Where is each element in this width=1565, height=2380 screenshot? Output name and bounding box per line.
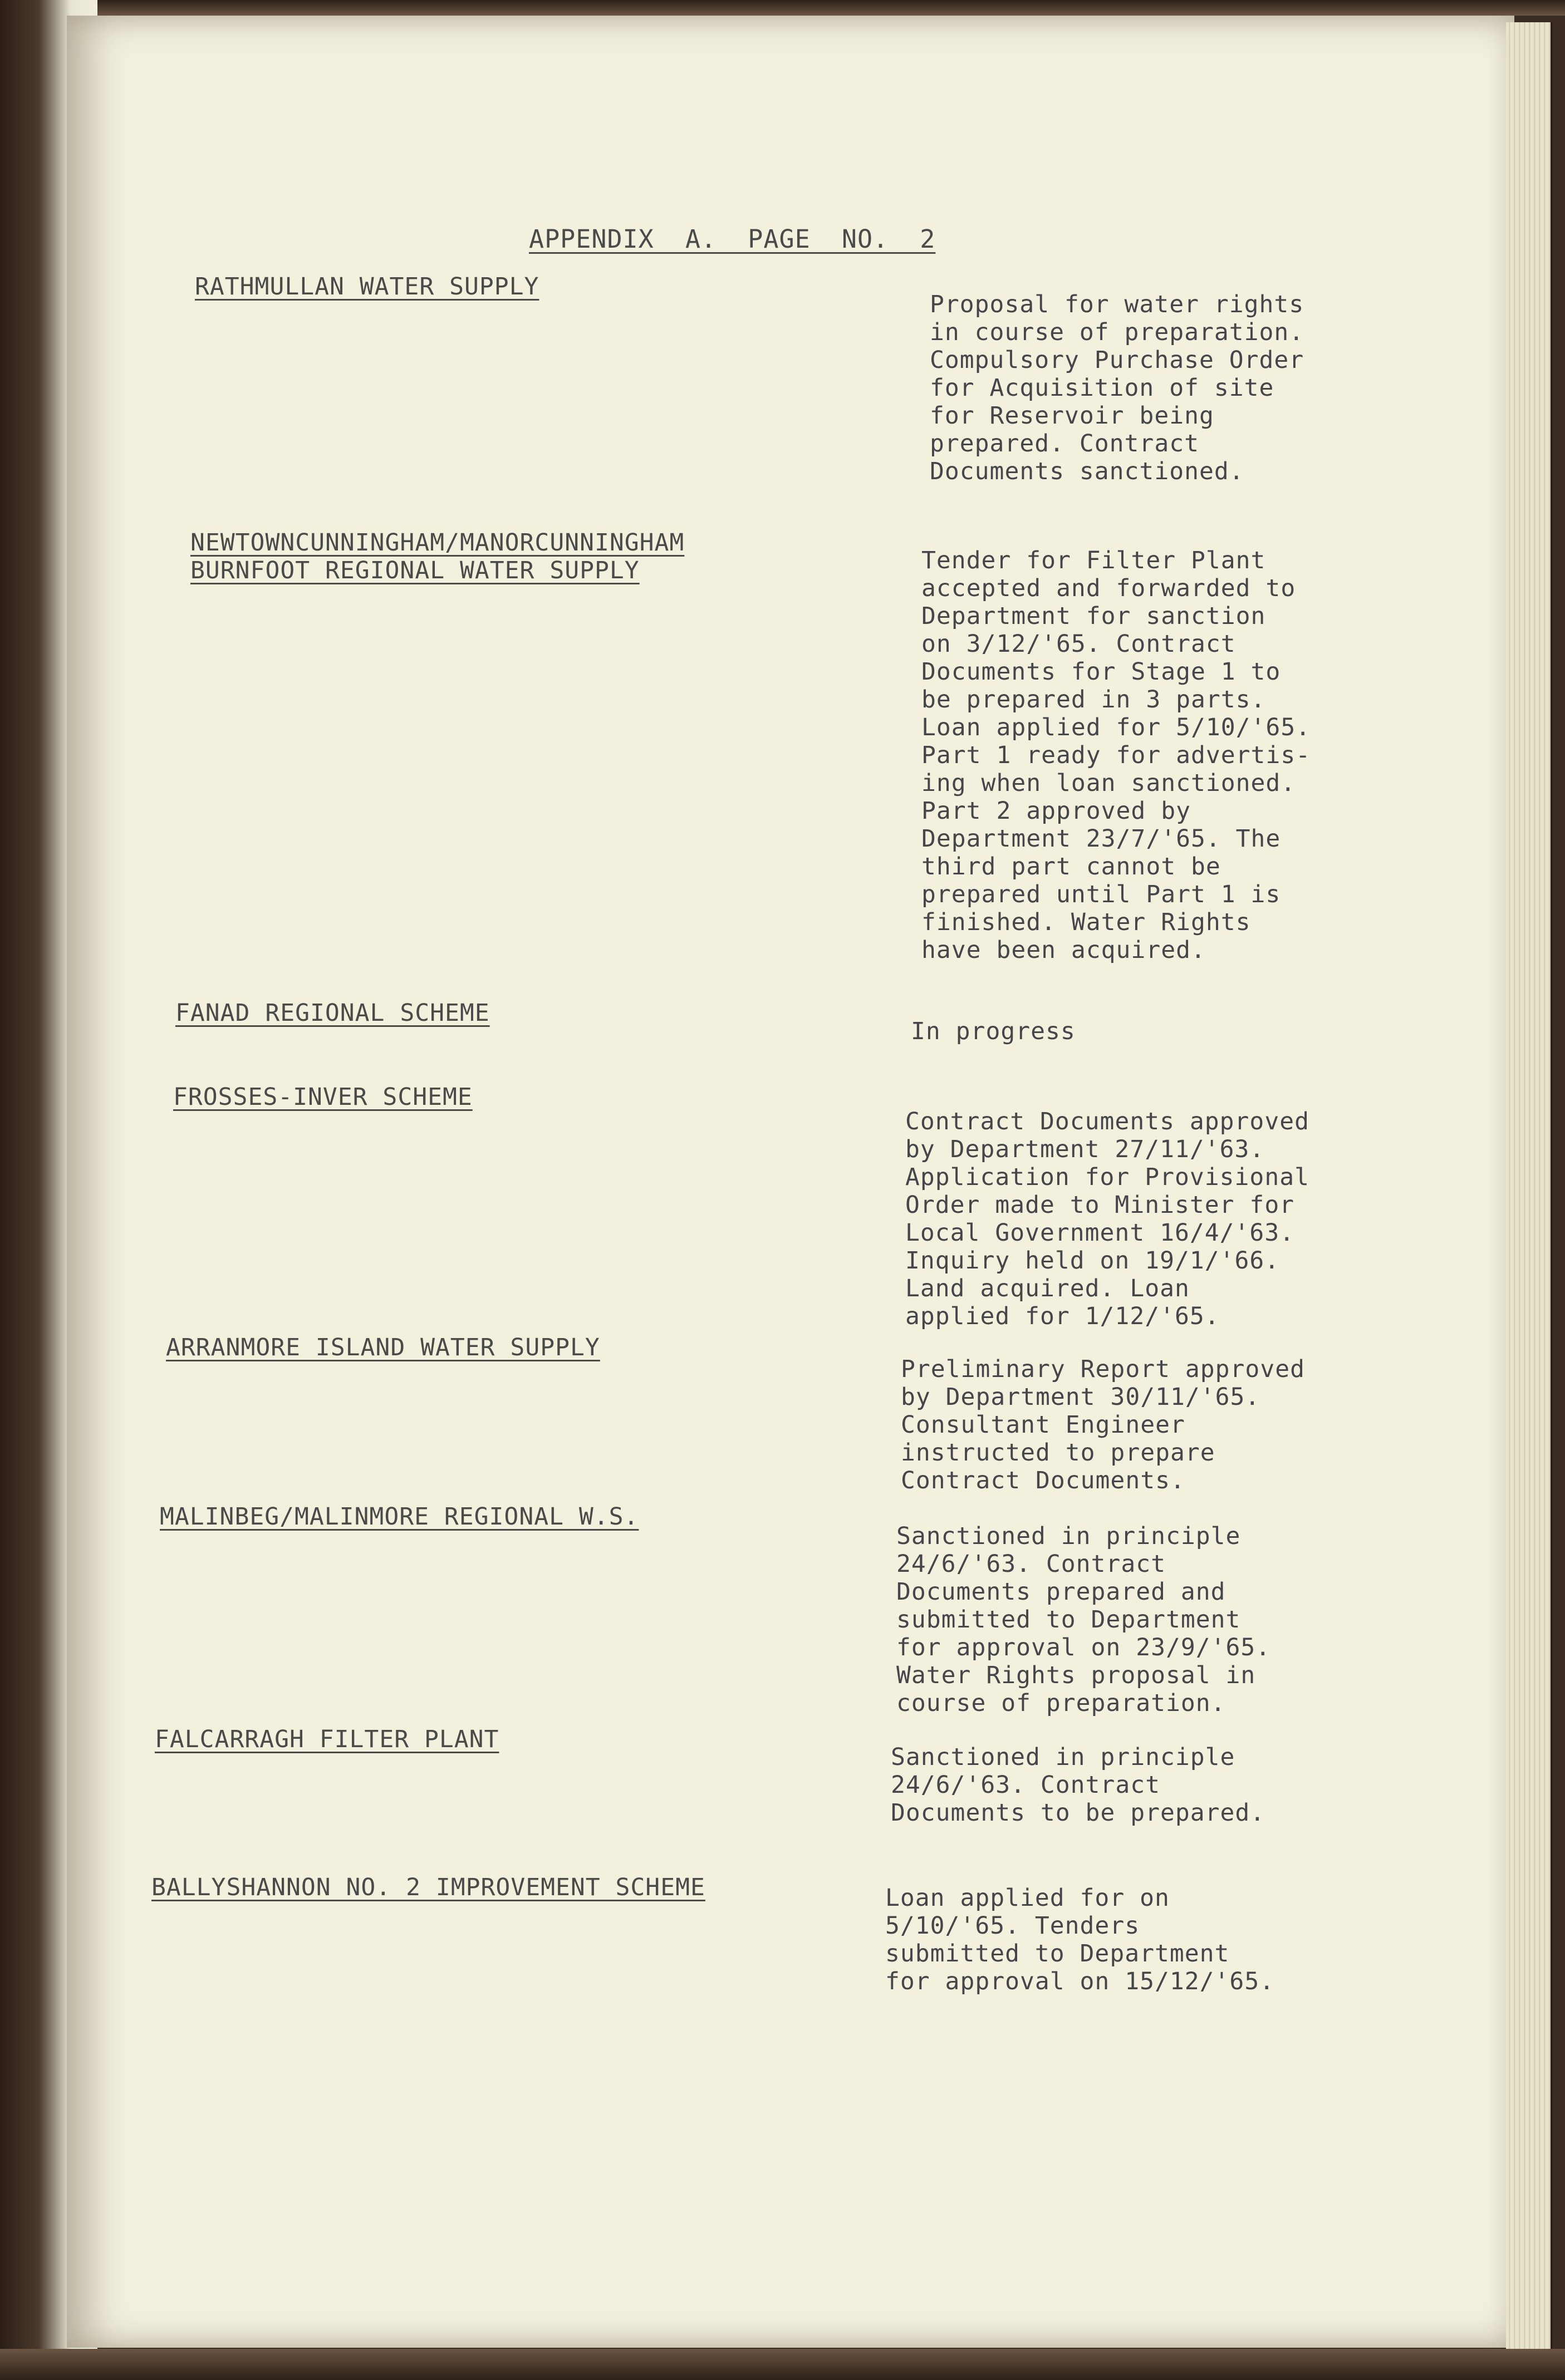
- entry-heading: FROSSES-INVER SCHEME: [173, 1083, 473, 1111]
- entry-heading: BALLYSHANNON NO. 2 IMPROVEMENT SCHEME: [151, 1873, 705, 1901]
- entry-description: In progress: [911, 1017, 1076, 1045]
- entry-heading: FALCARRAGH FILTER PLANT: [155, 1725, 499, 1753]
- entry-heading: FANAD REGIONAL SCHEME: [175, 999, 490, 1027]
- page-edges: [1506, 22, 1553, 2349]
- entry-heading: ARRANMORE ISLAND WATER SUPPLY: [166, 1334, 600, 1361]
- book-top-edge: [0, 0, 1565, 16]
- entry-description: Contract Documents approved by Department 27/11/'63. Application for Provisional Order made to Minister for Local Government 16/4/'63. Inquiry held on 19/1/'66. Land acquired. Loan applied for 1/12/'65.: [905, 1108, 1309, 1330]
- entry-heading: NEWTOWNCUNNINGHAM/MANORCUNNINGHAM BURNFOOT REGIONAL WATER SUPPLY: [190, 529, 685, 584]
- book-bottom-edge: [0, 2349, 1565, 2380]
- entry-heading: RATHMULLAN WATER SUPPLY: [195, 273, 539, 301]
- page-header: APPENDIX A. PAGE NO. 2: [529, 224, 936, 254]
- entry-description: Tender for Filter Plant accepted and forwarded to Department for sanction on 3/12/'65. Contract Documents for Stage 1 to be prepared in 3 parts. Loan applied for 5/10/'65. Part 1 ready for advertis- ing when loan sanctioned. Part 2 approved by Department 23/7/'65. The third part cannot be prepared until Part 1 is finished. Water Rights have been acquired.: [921, 547, 1311, 964]
- entry-description: Sanctioned in principle 24/6/'63. Contract Documents prepared and submitted to Department for approval on 23/9/'65. Water Rights proposal in course of preparation.: [896, 1522, 1271, 1717]
- entry-heading: MALINBEG/MALINMORE REGIONAL W.S.: [160, 1503, 639, 1531]
- entry-description: Sanctioned in principle 24/6/'63. Contract Documents to be prepared.: [891, 1743, 1265, 1827]
- entry-description: Loan applied for on 5/10/'65. Tenders submitted to Department for approval on 15/12/'65.: [885, 1884, 1275, 1995]
- entry-description: Proposal for water rights in course of preparation. Compulsory Purchase Order for Acquisition of site for Reservoir being prepared. Contract Documents sanctioned.: [930, 291, 1304, 485]
- entry-description: Preliminary Report approved by Department 30/11/'65. Consultant Engineer instructed to prepare Contract Documents.: [901, 1355, 1305, 1494]
